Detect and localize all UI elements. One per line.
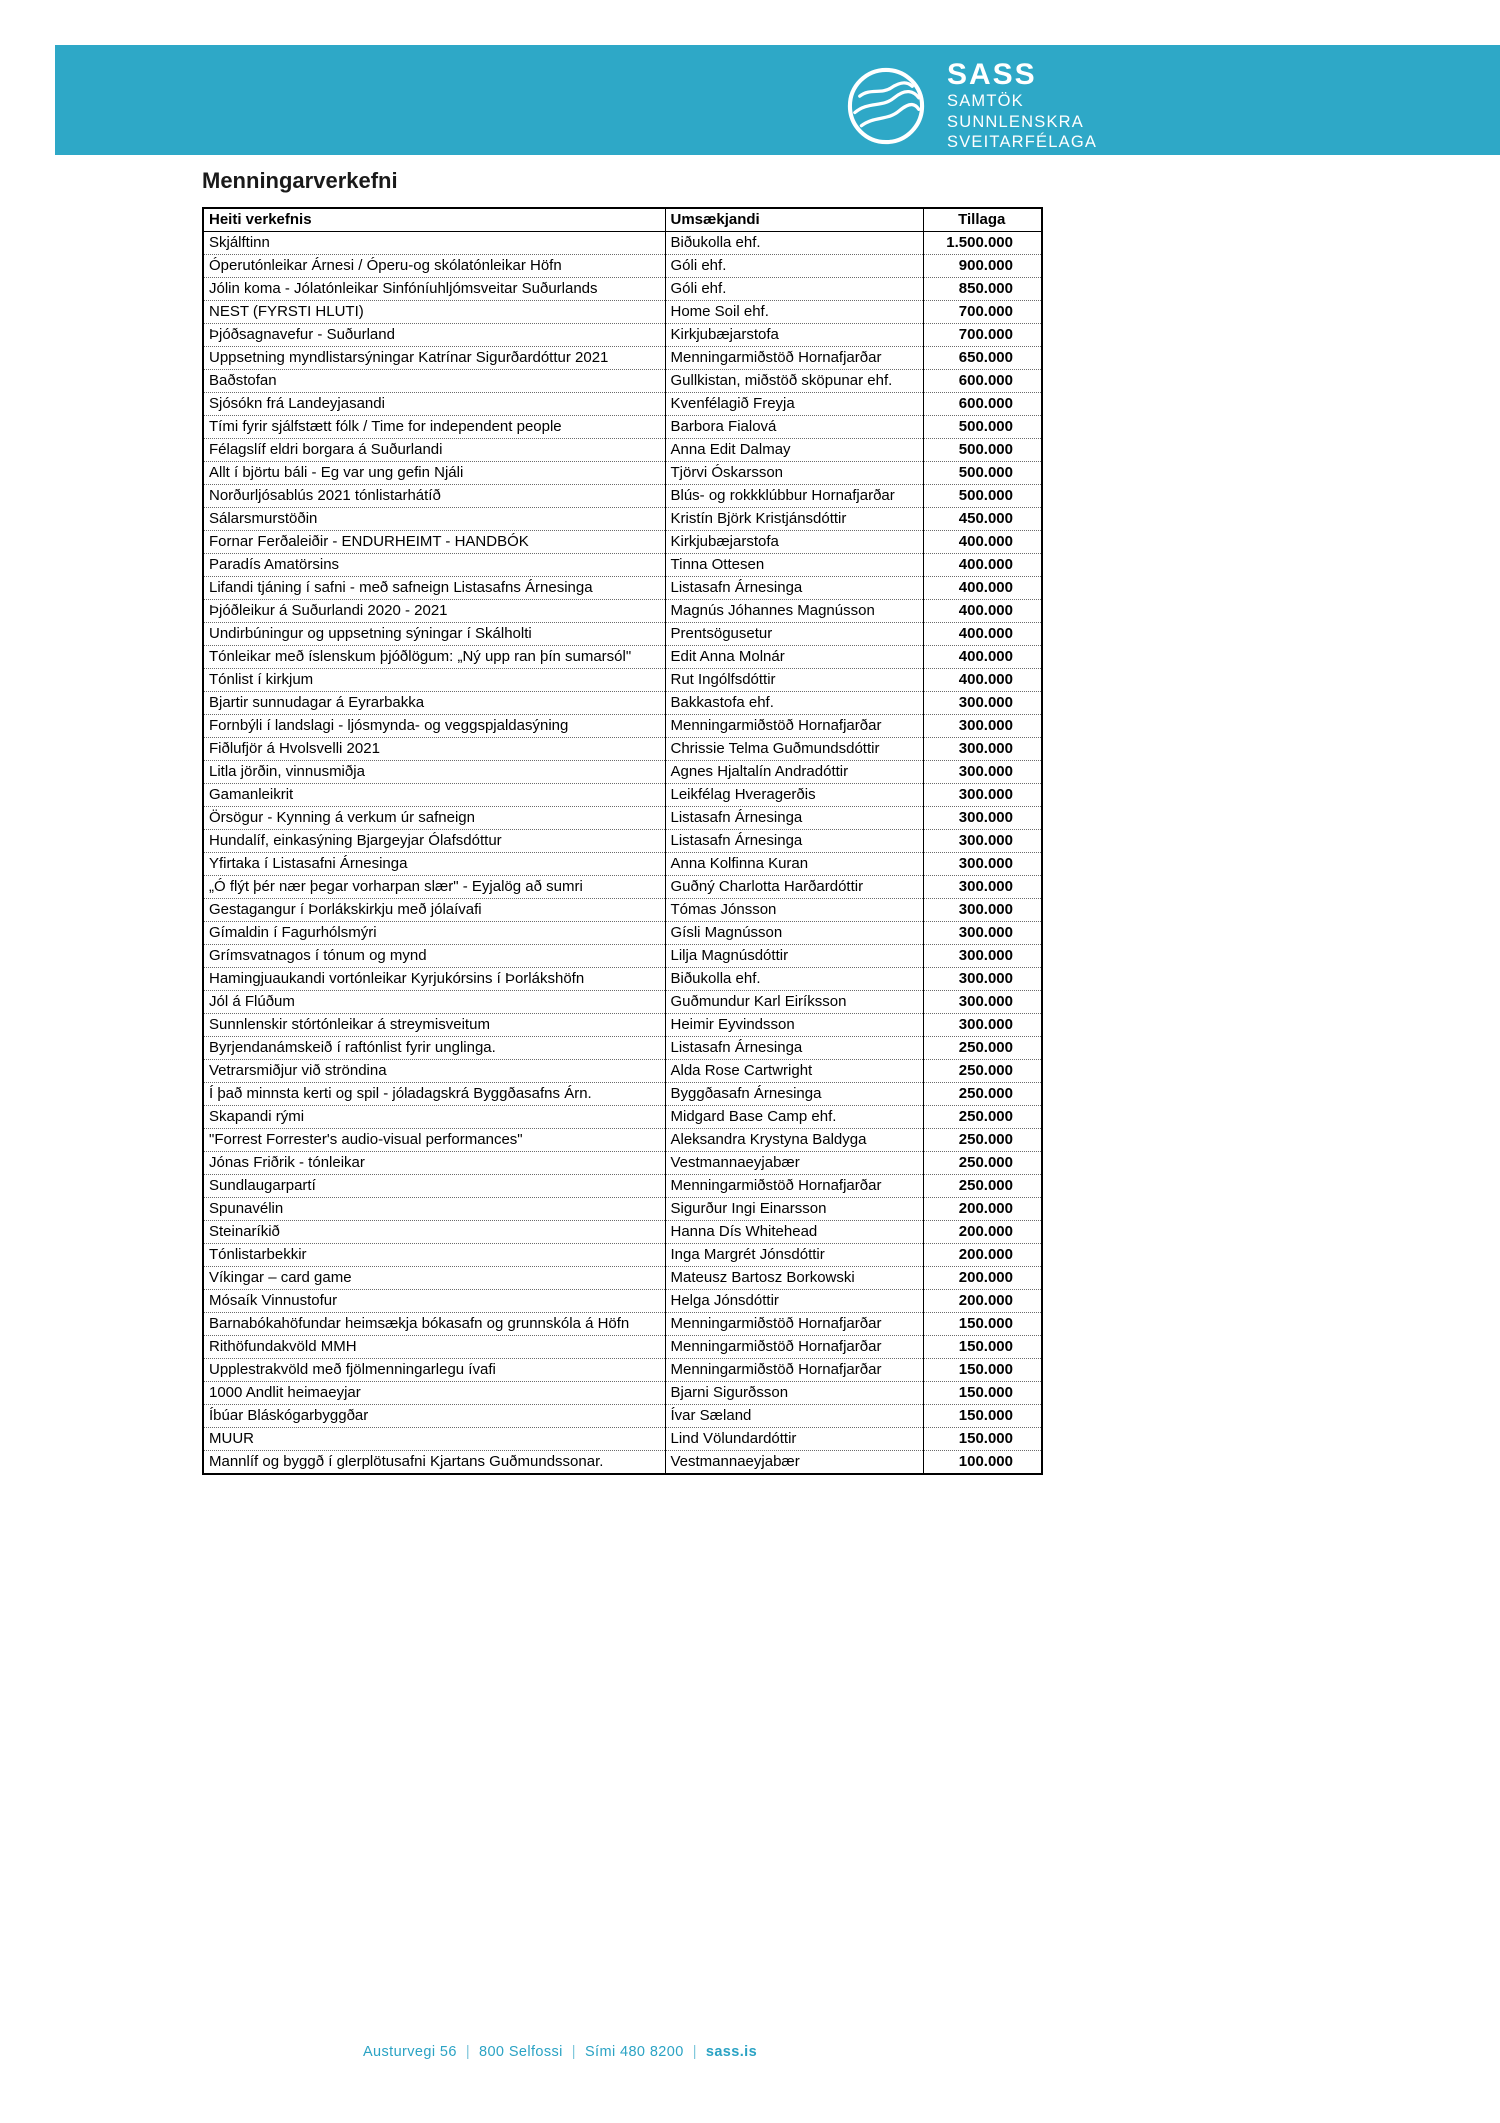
project-name-cell: Litla jörðin, vinnusmiðja (203, 761, 665, 784)
project-name-cell: Barnabókahöfundar heimsækja bókasafn og grunnskóla á Höfn (203, 1313, 665, 1336)
applicant-cell: Listasafn Árnesinga (665, 1037, 923, 1060)
project-name-cell: Paradís Amatörsins (203, 554, 665, 577)
project-name-cell: Rithöfundakvöld MMH (203, 1336, 665, 1359)
project-name-cell: Lifandi tjáning í safni - með safneign Listasafns Árnesinga (203, 577, 665, 600)
footer-separator: | (692, 2044, 697, 2060)
header-band (55, 45, 1500, 155)
amount-cell: 400.000 (923, 646, 1042, 669)
footer-city: 800 Selfossi (479, 2044, 563, 2060)
project-name-cell: Örsögur - Kynning á verkum úr safneign (203, 807, 665, 830)
table-row (203, 738, 1042, 761)
table-row (203, 784, 1042, 807)
applicant-cell: Guðný Charlotta Harðardóttir (665, 876, 923, 899)
applicant-cell: Agnes Hjaltalín Andradóttir (665, 761, 923, 784)
project-name-cell: "Forrest Forrester's audio-visual performances" (203, 1129, 665, 1152)
applicant-cell: Góli ehf. (665, 278, 923, 301)
amount-cell: 250.000 (923, 1083, 1042, 1106)
projects-table-body (203, 232, 1042, 1475)
applicant-cell: Leikfélag Hveragerðis (665, 784, 923, 807)
applicant-cell: Biðukolla ehf. (665, 968, 923, 991)
amount-cell: 700.000 (923, 324, 1042, 347)
project-name-cell: Grímsvatnagos í tónum og mynd (203, 945, 665, 968)
column-header-project-name: Heiti verkefnis (203, 208, 665, 232)
applicant-cell: Rut Ingólfsdóttir (665, 669, 923, 692)
project-name-cell: Tími fyrir sjálfstætt fólk / Time for independent people (203, 416, 665, 439)
project-name-cell: Gestagangur í Þorlákskirkju með jólaívafi (203, 899, 665, 922)
amount-cell: 450.000 (923, 508, 1042, 531)
table-row (203, 1106, 1042, 1129)
project-name-cell: Sundlaugarpartí (203, 1175, 665, 1198)
table-row (203, 1129, 1042, 1152)
applicant-cell: Gísli Magnússon (665, 922, 923, 945)
project-name-cell: Þjóðsagnavefur - Suðurland (203, 324, 665, 347)
applicant-cell: Edit Anna Molnár (665, 646, 923, 669)
table-row (203, 1267, 1042, 1290)
amount-cell: 500.000 (923, 462, 1042, 485)
applicant-cell: Helga Jónsdóttir (665, 1290, 923, 1313)
footer-website: sass.is (705, 2044, 758, 2060)
table-row (203, 1175, 1042, 1198)
amount-cell: 400.000 (923, 531, 1042, 554)
applicant-cell: Listasafn Árnesinga (665, 807, 923, 830)
amount-cell: 300.000 (923, 807, 1042, 830)
footer-separator: | (465, 2044, 470, 2060)
project-name-cell: Byrjendanámskeið í raftónlist fyrir unglinga. (203, 1037, 665, 1060)
project-name-cell: Óperutónleikar Árnesi / Óperu-og skólatónleikar Höfn (203, 255, 665, 278)
project-name-cell: Allt í björtu báli - Eg var ung gefin Njáli (203, 462, 665, 485)
table-row (203, 485, 1042, 508)
amount-cell: 600.000 (923, 370, 1042, 393)
applicant-cell: Magnús Jóhannes Magnússon (665, 600, 923, 623)
applicant-cell: Barbora Fialová (665, 416, 923, 439)
table-row (203, 1221, 1042, 1244)
applicant-cell: Guðmundur Karl Eiríksson (665, 991, 923, 1014)
amount-cell: 200.000 (923, 1267, 1042, 1290)
applicant-cell: Kvenfélagið Freyja (665, 393, 923, 416)
sass-logo (845, 59, 1097, 153)
project-name-cell: Hundalíf, einkasýning Bjargeyjar Ólafsdóttur (203, 830, 665, 853)
table-row (203, 1336, 1042, 1359)
project-name-cell: Tónlist í kirkjum (203, 669, 665, 692)
project-name-cell: Skapandi rými (203, 1106, 665, 1129)
table-row (203, 1359, 1042, 1382)
table-row (203, 1428, 1042, 1451)
table-row (203, 301, 1042, 324)
table-row (203, 623, 1042, 646)
table-row (203, 968, 1042, 991)
project-name-cell: Sunnlenskir stórtónleikar á streymisveitum (203, 1014, 665, 1037)
applicant-cell: Kristín Björk Kristjánsdóttir (665, 508, 923, 531)
applicant-cell: Hanna Dís Whitehead (665, 1221, 923, 1244)
project-name-cell: Jólin koma - Jólatónleikar Sinfóníuhljómsveitar Suðurlands (203, 278, 665, 301)
amount-cell: 400.000 (923, 669, 1042, 692)
table-row (203, 370, 1042, 393)
table-row (203, 577, 1042, 600)
applicant-cell: Listasafn Árnesinga (665, 830, 923, 853)
amount-cell: 850.000 (923, 278, 1042, 301)
project-name-cell: Skjálftinn (203, 232, 665, 255)
table-row (203, 255, 1042, 278)
projects-table (202, 207, 1043, 1475)
amount-cell: 250.000 (923, 1060, 1042, 1083)
table-row (203, 669, 1042, 692)
project-name-cell: Félagslíf eldri borgara á Suðurlandi (203, 439, 665, 462)
amount-cell: 150.000 (923, 1359, 1042, 1382)
amount-cell: 300.000 (923, 715, 1042, 738)
applicant-cell: Menningarmiðstöð Hornafjarðar (665, 715, 923, 738)
table-row (203, 945, 1042, 968)
applicant-cell: Tómas Jónsson (665, 899, 923, 922)
amount-cell: 250.000 (923, 1152, 1042, 1175)
table-row (203, 1152, 1042, 1175)
table-row (203, 1014, 1042, 1037)
amount-cell: 500.000 (923, 485, 1042, 508)
project-name-cell: Norðurljósablús 2021 tónlistarhátíð (203, 485, 665, 508)
project-name-cell: Yfirtaka í Listasafni Árnesinga (203, 853, 665, 876)
project-name-cell: Hamingjuaukandi vortónleikar Kyrjukórsins í Þorlákshöfn (203, 968, 665, 991)
table-row (203, 899, 1042, 922)
amount-cell: 400.000 (923, 554, 1042, 577)
table-row (203, 1037, 1042, 1060)
project-name-cell: Tónlistarbekkir (203, 1244, 665, 1267)
amount-cell: 150.000 (923, 1336, 1042, 1359)
amount-cell: 300.000 (923, 784, 1042, 807)
table-row (203, 1060, 1042, 1083)
project-name-cell: Mannlíf og byggð í glerplötusafni Kjartans Guðmundssonar. (209, 1453, 604, 1470)
table-row (203, 347, 1042, 370)
project-name-cell: Jónas Friðrik - tónleikar (203, 1152, 665, 1175)
project-name-cell: Fornar Ferðaleiðir - ENDURHEIMT - HANDBÓK (203, 531, 665, 554)
table-row (203, 1083, 1042, 1106)
applicant-cell: Menningarmiðstöð Hornafjarðar (665, 1313, 923, 1336)
project-name-cell: Víkingar – card game (203, 1267, 665, 1290)
applicant-cell: Inga Margrét Jónsdóttir (665, 1244, 923, 1267)
applicant-cell: Alda Rose Cartwright (665, 1060, 923, 1083)
project-name-cell: Jól á Flúðum (203, 991, 665, 1014)
table-header-row (203, 208, 1042, 232)
column-header-applicant: Umsækjandi (665, 208, 923, 232)
project-name-cell: Í það minnsta kerti og spil - jóladagskrá Byggðasafns Árn. (203, 1083, 665, 1106)
table-row (203, 876, 1042, 899)
table-row (203, 830, 1042, 853)
table-row (203, 692, 1042, 715)
applicant-cell: Midgard Base Camp ehf. (665, 1106, 923, 1129)
table-row (203, 600, 1042, 623)
amount-cell: 300.000 (923, 922, 1042, 945)
table-row (203, 715, 1042, 738)
table-row (203, 232, 1042, 255)
amount-cell: 400.000 (923, 623, 1042, 646)
amount-cell: 500.000 (923, 439, 1042, 462)
amount-cell: 300.000 (923, 692, 1042, 715)
project-name-cell: Sálarsmurstöðin (203, 508, 665, 531)
amount-cell: 200.000 (923, 1290, 1042, 1313)
applicant-cell: Gullkistan, miðstöð sköpunar ehf. (665, 370, 923, 393)
applicant-cell: Vestmannaeyjabær (665, 1152, 923, 1175)
applicant-cell: Vestmannaeyjabær (665, 1451, 923, 1475)
applicant-cell: Kirkjubæjarstofa (665, 324, 923, 347)
project-name-cell: Tónleikar með íslenskum þjóðlögum: „Ný upp ran þín sumarsól" (203, 646, 665, 669)
table-row (203, 807, 1042, 830)
applicant-cell: Menningarmiðstöð Hornafjarðar (665, 1175, 923, 1198)
applicant-cell: Byggðasafn Árnesinga (665, 1083, 923, 1106)
project-name-cell: „Ó flýt þér nær þegar vorharpan slær" - Eyjalög að sumri (203, 876, 665, 899)
project-name-cell: NEST (FYRSTI HLUTI) (203, 301, 665, 324)
project-name-cell: Sjósókn frá Landeyjasandi (203, 393, 665, 416)
brand-name: SASS (947, 58, 1037, 91)
project-name-cell: Bjartir sunnudagar á Eyrarbakka (203, 692, 665, 715)
applicant-cell: Góli ehf. (665, 255, 923, 278)
table-row (203, 462, 1042, 485)
applicant-cell: Tinna Ottesen (665, 554, 923, 577)
amount-cell: 400.000 (923, 577, 1042, 600)
amount-cell: 500.000 (923, 416, 1042, 439)
amount-cell: 300.000 (923, 991, 1042, 1014)
applicant-cell: Listasafn Árnesinga (665, 577, 923, 600)
applicant-cell: Menningarmiðstöð Hornafjarðar (665, 347, 923, 370)
project-name-cell: MUUR (203, 1428, 665, 1451)
table-row (203, 1198, 1042, 1221)
table-row (203, 554, 1042, 577)
amount-cell: 200.000 (923, 1198, 1042, 1221)
table-row (203, 646, 1042, 669)
page-title: Menningarverkefni (202, 168, 398, 193)
amount-cell: 400.000 (923, 600, 1042, 623)
table-row (203, 922, 1042, 945)
amount-cell: 300.000 (923, 830, 1042, 853)
project-name-cell: 1000 Andlit heimaeyjar (203, 1382, 665, 1405)
project-name-cell: Spunavélin (203, 1198, 665, 1221)
applicant-cell: Lind Völundardóttir (665, 1428, 923, 1451)
table-row (203, 1313, 1042, 1336)
project-name-cell: Upplestrakvöld með fjölmenningarlegu ívafi (203, 1359, 665, 1382)
applicant-cell: Tjörvi Óskarsson (665, 462, 923, 485)
project-name-cell: Fiðlufjör á Hvolsvelli 2021 (203, 738, 665, 761)
applicant-cell: Blús- og rokkklúbbur Hornafjarðar (665, 485, 923, 508)
project-name-cell: Mósaík Vinnustofur (203, 1290, 665, 1313)
amount-cell: 300.000 (923, 853, 1042, 876)
table-row (203, 531, 1042, 554)
applicant-cell: Ívar Sæland (665, 1405, 923, 1428)
table-row (203, 416, 1042, 439)
project-name-cell: Íbúar Bláskógarbyggðar (203, 1405, 665, 1428)
amount-cell: 300.000 (923, 761, 1042, 784)
table-row (203, 508, 1042, 531)
org-name-line-2: SUNNLENSKRA (947, 112, 1084, 131)
table-row (203, 853, 1042, 876)
project-name-cell: Uppsetning myndlistarsýningar Katrínar Sigurðardóttur 2021 (203, 347, 665, 370)
project-name-cell: Undirbúningur og uppsetning sýningar í Skálholti (203, 623, 665, 646)
table-row (203, 1382, 1042, 1405)
amount-cell: 250.000 (923, 1037, 1042, 1060)
amount-cell: 900.000 (923, 255, 1042, 278)
table-row (203, 324, 1042, 347)
amount-cell: 250.000 (923, 1175, 1042, 1198)
amount-cell: 300.000 (923, 945, 1042, 968)
amount-cell: 200.000 (923, 1244, 1042, 1267)
table-row (203, 278, 1042, 301)
sass-logo-icon (845, 65, 927, 147)
column-header-amount: Tillaga (923, 208, 1042, 232)
amount-cell: 300.000 (923, 876, 1042, 899)
table-row (203, 761, 1042, 784)
projects-table-container (202, 207, 1041, 1475)
footer-separator: | (571, 2044, 576, 2060)
applicant-cell: Biðukolla ehf. (665, 232, 923, 255)
applicant-cell: Kirkjubæjarstofa (665, 531, 923, 554)
amount-cell: 700.000 (923, 301, 1042, 324)
applicant-cell: Bakkastofa ehf. (665, 692, 923, 715)
amount-cell: 300.000 (923, 738, 1042, 761)
applicant-cell: Anna Edit Dalmay (665, 439, 923, 462)
project-name-cell: Þjóðleikur á Suðurlandi 2020 - 2021 (203, 600, 665, 623)
amount-cell: 300.000 (923, 1014, 1042, 1037)
amount-cell: 300.000 (923, 899, 1042, 922)
applicant-cell: Prentsögusetur (665, 623, 923, 646)
table-row (203, 1290, 1042, 1313)
project-name-cell: Fornbýli í landslagi - ljósmynda- og veggspjaldasýning (203, 715, 665, 738)
applicant-cell: Heimir Eyvindsson (665, 1014, 923, 1037)
amount-cell: 1.500.000 (923, 232, 1042, 255)
table-row (203, 991, 1042, 1014)
applicant-cell: Anna Kolfinna Kuran (665, 853, 923, 876)
footer-address: Austurvegi 56 (362, 2044, 457, 2060)
applicant-cell: Sigurður Ingi Einarsson (665, 1198, 923, 1221)
applicant-cell: Menningarmiðstöð Hornafjarðar (665, 1359, 923, 1382)
amount-cell: 100.000 (923, 1451, 1042, 1475)
amount-cell: 600.000 (923, 393, 1042, 416)
footer-phone: Sími 480 8200 (584, 2044, 684, 2060)
amount-cell: 250.000 (923, 1106, 1042, 1129)
table-row (203, 1451, 1042, 1475)
table-row (203, 393, 1042, 416)
applicant-cell: Menningarmiðstöð Hornafjarðar (665, 1336, 923, 1359)
project-name-cell: Baðstofan (203, 370, 665, 393)
amount-cell: 150.000 (923, 1405, 1042, 1428)
project-name-cell: Gamanleikrit (203, 784, 665, 807)
applicant-cell: Home Soil ehf. (665, 301, 923, 324)
applicant-cell: Mateusz Bartosz Borkowski (665, 1267, 923, 1290)
table-row (203, 1405, 1042, 1428)
table-row (203, 439, 1042, 462)
org-name-line-1: SAMTÖK (947, 92, 1024, 110)
applicant-cell: Chrissie Telma Guðmundsdóttir (665, 738, 923, 761)
project-name-cell: Vetrarsmiðjur við ströndina (203, 1060, 665, 1083)
applicant-cell: Lilja Magnúsdóttir (665, 945, 923, 968)
amount-cell: 150.000 (923, 1313, 1042, 1336)
applicant-cell: Aleksandra Krystyna Baldyga (665, 1129, 923, 1152)
footer (55, 2044, 1065, 2060)
amount-cell: 200.000 (923, 1221, 1042, 1244)
amount-cell: 650.000 (923, 347, 1042, 370)
table-row (203, 1244, 1042, 1267)
amount-cell: 300.000 (923, 968, 1042, 991)
amount-cell: 250.000 (923, 1129, 1042, 1152)
org-name-line-3: SVEITARFÉLAGA (947, 133, 1098, 151)
amount-cell: 150.000 (923, 1428, 1042, 1451)
project-name-cell: Steinaríkið (203, 1221, 665, 1244)
project-name-cell: Gímaldin í Fagurhólsmýri (203, 922, 665, 945)
logo-text (947, 59, 1097, 153)
applicant-cell: Bjarni Sigurðsson (665, 1382, 923, 1405)
amount-cell: 150.000 (923, 1382, 1042, 1405)
